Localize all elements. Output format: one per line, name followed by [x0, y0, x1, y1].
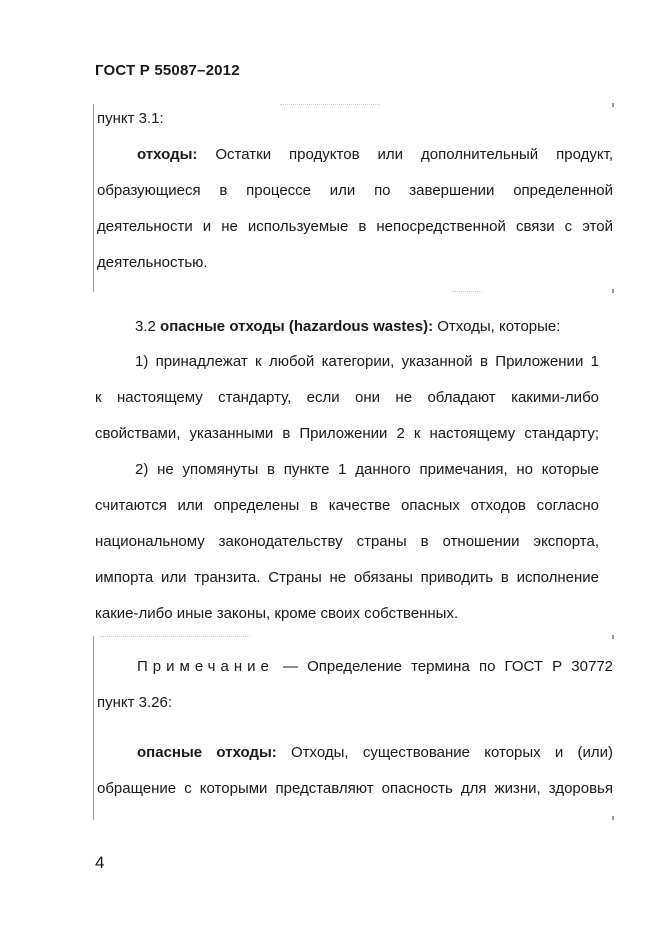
section-definition-start: Отходы, которые: — [437, 318, 561, 335]
note-frame-left — [93, 104, 94, 292]
note2-line3 — [137, 744, 613, 762]
note2-line1 — [137, 658, 613, 676]
note1-line2: образующиеся в процессе или по завершении определенной — [97, 182, 613, 199]
note2-dash-text: — Определение термина по ГОСТ Р 30772 — [282, 658, 613, 675]
note1-line1-rest: Остатки продуктов или дополнительный продукт, — [215, 146, 614, 163]
item2-line3: национальному законодательству страны в отношении экспорта, — [95, 533, 599, 550]
page-number: 4 — [95, 853, 105, 872]
note2-line3-rest: Отходы, существование которых и (или) — [291, 744, 614, 761]
note1-line3: деятельности и не используемые в непосредственной связи с этой — [97, 218, 613, 235]
note1-line1 — [137, 146, 613, 164]
item2-line5: какие-либо иные законы, кроме своих собственных. — [95, 605, 459, 622]
note2-line4: обращение с которыми представляют опасность для жизни, здоровья — [97, 780, 613, 797]
note1-intro: пункт 3.1: — [97, 110, 164, 127]
item1-line1: 1) принадлежат к любой категории, указанной в Приложении 1 — [135, 353, 599, 370]
note2-frame-top-dots — [100, 636, 250, 640]
note2-line2: пункт 3.26: — [97, 694, 173, 711]
note2-label: Примечание — [137, 658, 274, 675]
item2-line4: импорта или транзита. Страны не обязаны приводить в исполнение — [95, 569, 599, 586]
item2-line1: 2) не упомянуты в пункте 1 данного примечания, но которые — [135, 461, 599, 478]
note-frame-top-dots — [280, 104, 380, 108]
note-frame-bottom-dots — [452, 291, 482, 295]
note2-term: опасные отходы: — [137, 744, 277, 761]
section-number: 3.2 — [135, 318, 156, 335]
item1-line3: свойствами, указанными в Приложении 2 к настоящему стандарту; — [95, 425, 599, 442]
page-header: ГОСТ Р 55087–2012 — [95, 62, 240, 79]
note-frame-top-tick — [612, 103, 614, 107]
note1-term: отходы: — [137, 146, 198, 163]
note2-frame-bottom-tick — [612, 816, 614, 820]
item1-line2: к настоящему стандарту, если они не обладают какими-либо — [95, 389, 599, 406]
note-frame-bottom-tick — [612, 289, 614, 293]
item2-line2: считаются или определены в качестве опасных отходов согласно — [95, 497, 599, 514]
section-3-2-heading — [135, 318, 560, 336]
note2-frame-top-tick — [612, 635, 614, 639]
note1-line4: деятельностью. — [97, 254, 208, 271]
section-term: опасные отходы (hazardous wastes): — [160, 318, 434, 335]
note2-frame-left — [93, 636, 94, 820]
